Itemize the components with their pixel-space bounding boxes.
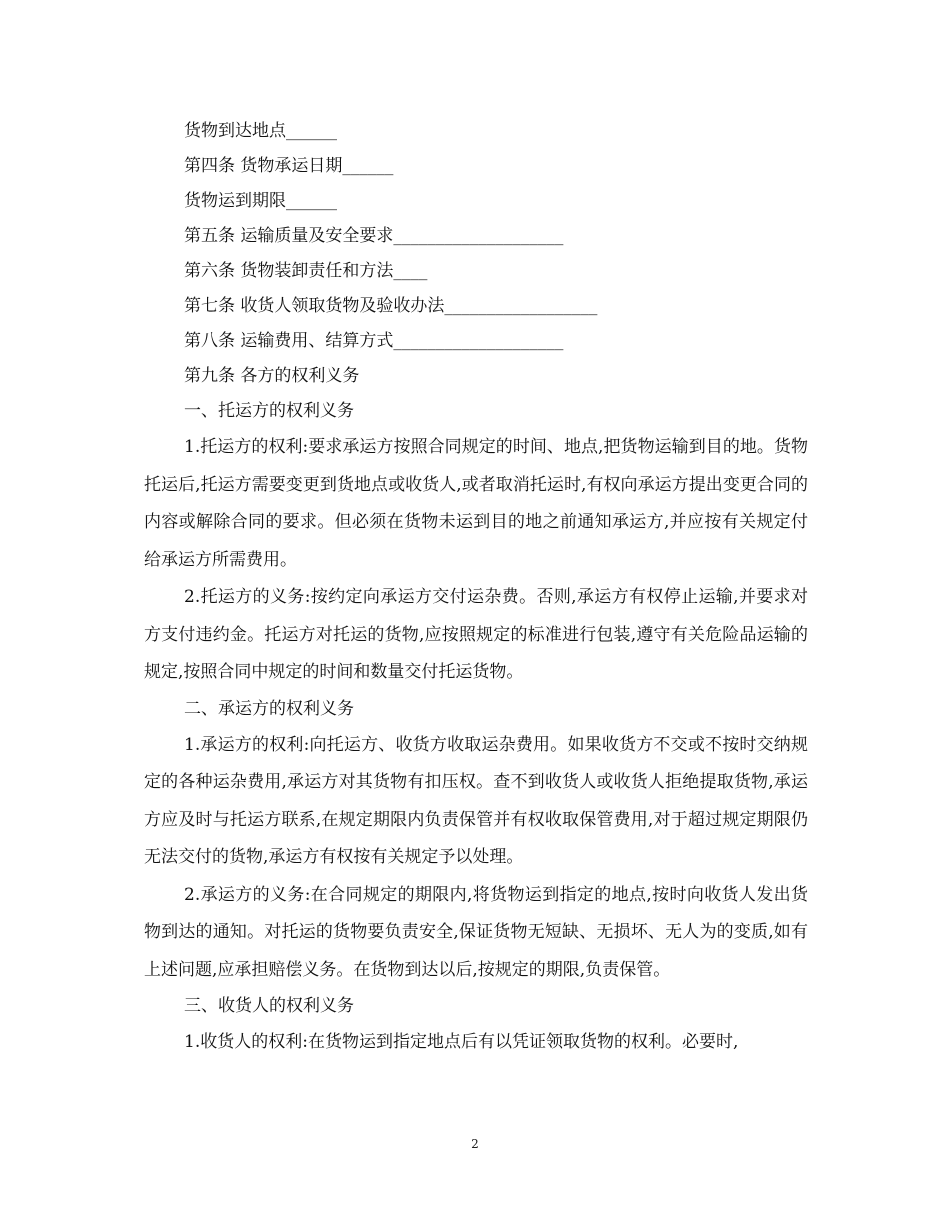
page-number: 2	[471, 1137, 479, 1151]
section-heading-consignee: 三、收货人的权利义务	[184, 996, 354, 1016]
paragraph-carrier-duties: 2.承运方的义务:在合同规定的期限内,将货物运到指定的地点,按时向收货人发出货物到达的通知。对托运的货物要负责安全,保证货物无短缺、无损坏、无人为的变质,如有上述问题,应承担赔偿义务。在货物到达以后,按规定的期限,负责保管。	[144, 884, 808, 980]
section-heading-shipper: 一、托运方的权利义务	[184, 401, 354, 421]
document-body	[144, 114, 808, 1062]
clause-4-ship-date: 第四条 货物承运日期______	[184, 156, 394, 176]
paragraph-carrier-rights: 1.承运方的权利:向托运方、收货方收取运杂费用。如果收货方不交或不按时交纳规定的各种运杂费用,承运方对其货物有扣压权。查不到收货人或收货人拒绝提取货物,承运方应及时与托运方联系,在规定期限内负责保管并有权收取保管费用,对于超过规定期限仍无法交付的货物,承运方有权按有关规定予以处理。	[144, 734, 808, 867]
paragraph-shipper-rights: 1.托运方的权利:要求承运方按照合同规定的时间、地点,把货物运输到目的地。货物托运后,托运方需要变更到货地点或收货人,或者取消托运时,有权向承运方提出变更合同的内容或解除合同的要求。但必须在货物未运到目的地之前通知承运方,并应按有关规定付给承运方所需费用。	[144, 437, 808, 570]
clause-8-fees: 第八条 运输费用、结算方式____________________	[184, 331, 564, 351]
clause-arrival-place: 货物到达地点______	[184, 121, 337, 141]
paragraph-consignee-rights: 1.收货人的权利:在货物运到指定地点后有以凭证领取货物的权利。必要时,	[184, 1032, 739, 1052]
clause-5-quality-safety: 第五条 运输质量及安全要求____________________	[184, 226, 564, 246]
paragraph-shipper-duties: 2.托运方的义务:按约定向承运方交付运杂费。否则,承运方有权停止运输,并要求对方支付违约金。托运方对托运的货物,应按照规定的标准进行包装,遵守有关危险品运输的规定,按照合同中规定的时间和数量交付托运货物。	[144, 587, 808, 682]
clause-9-rights: 第九条 各方的权利义务	[184, 366, 360, 386]
section-heading-carrier: 二、承运方的权利义务	[184, 698, 354, 719]
clause-6-loading: 第六条 货物装卸责任和方法____	[184, 261, 428, 281]
clause-delivery-deadline: 货物运到期限______	[184, 191, 337, 211]
clause-7-receiving: 第七条 收货人领取货物及验收办法__________________	[184, 296, 598, 316]
